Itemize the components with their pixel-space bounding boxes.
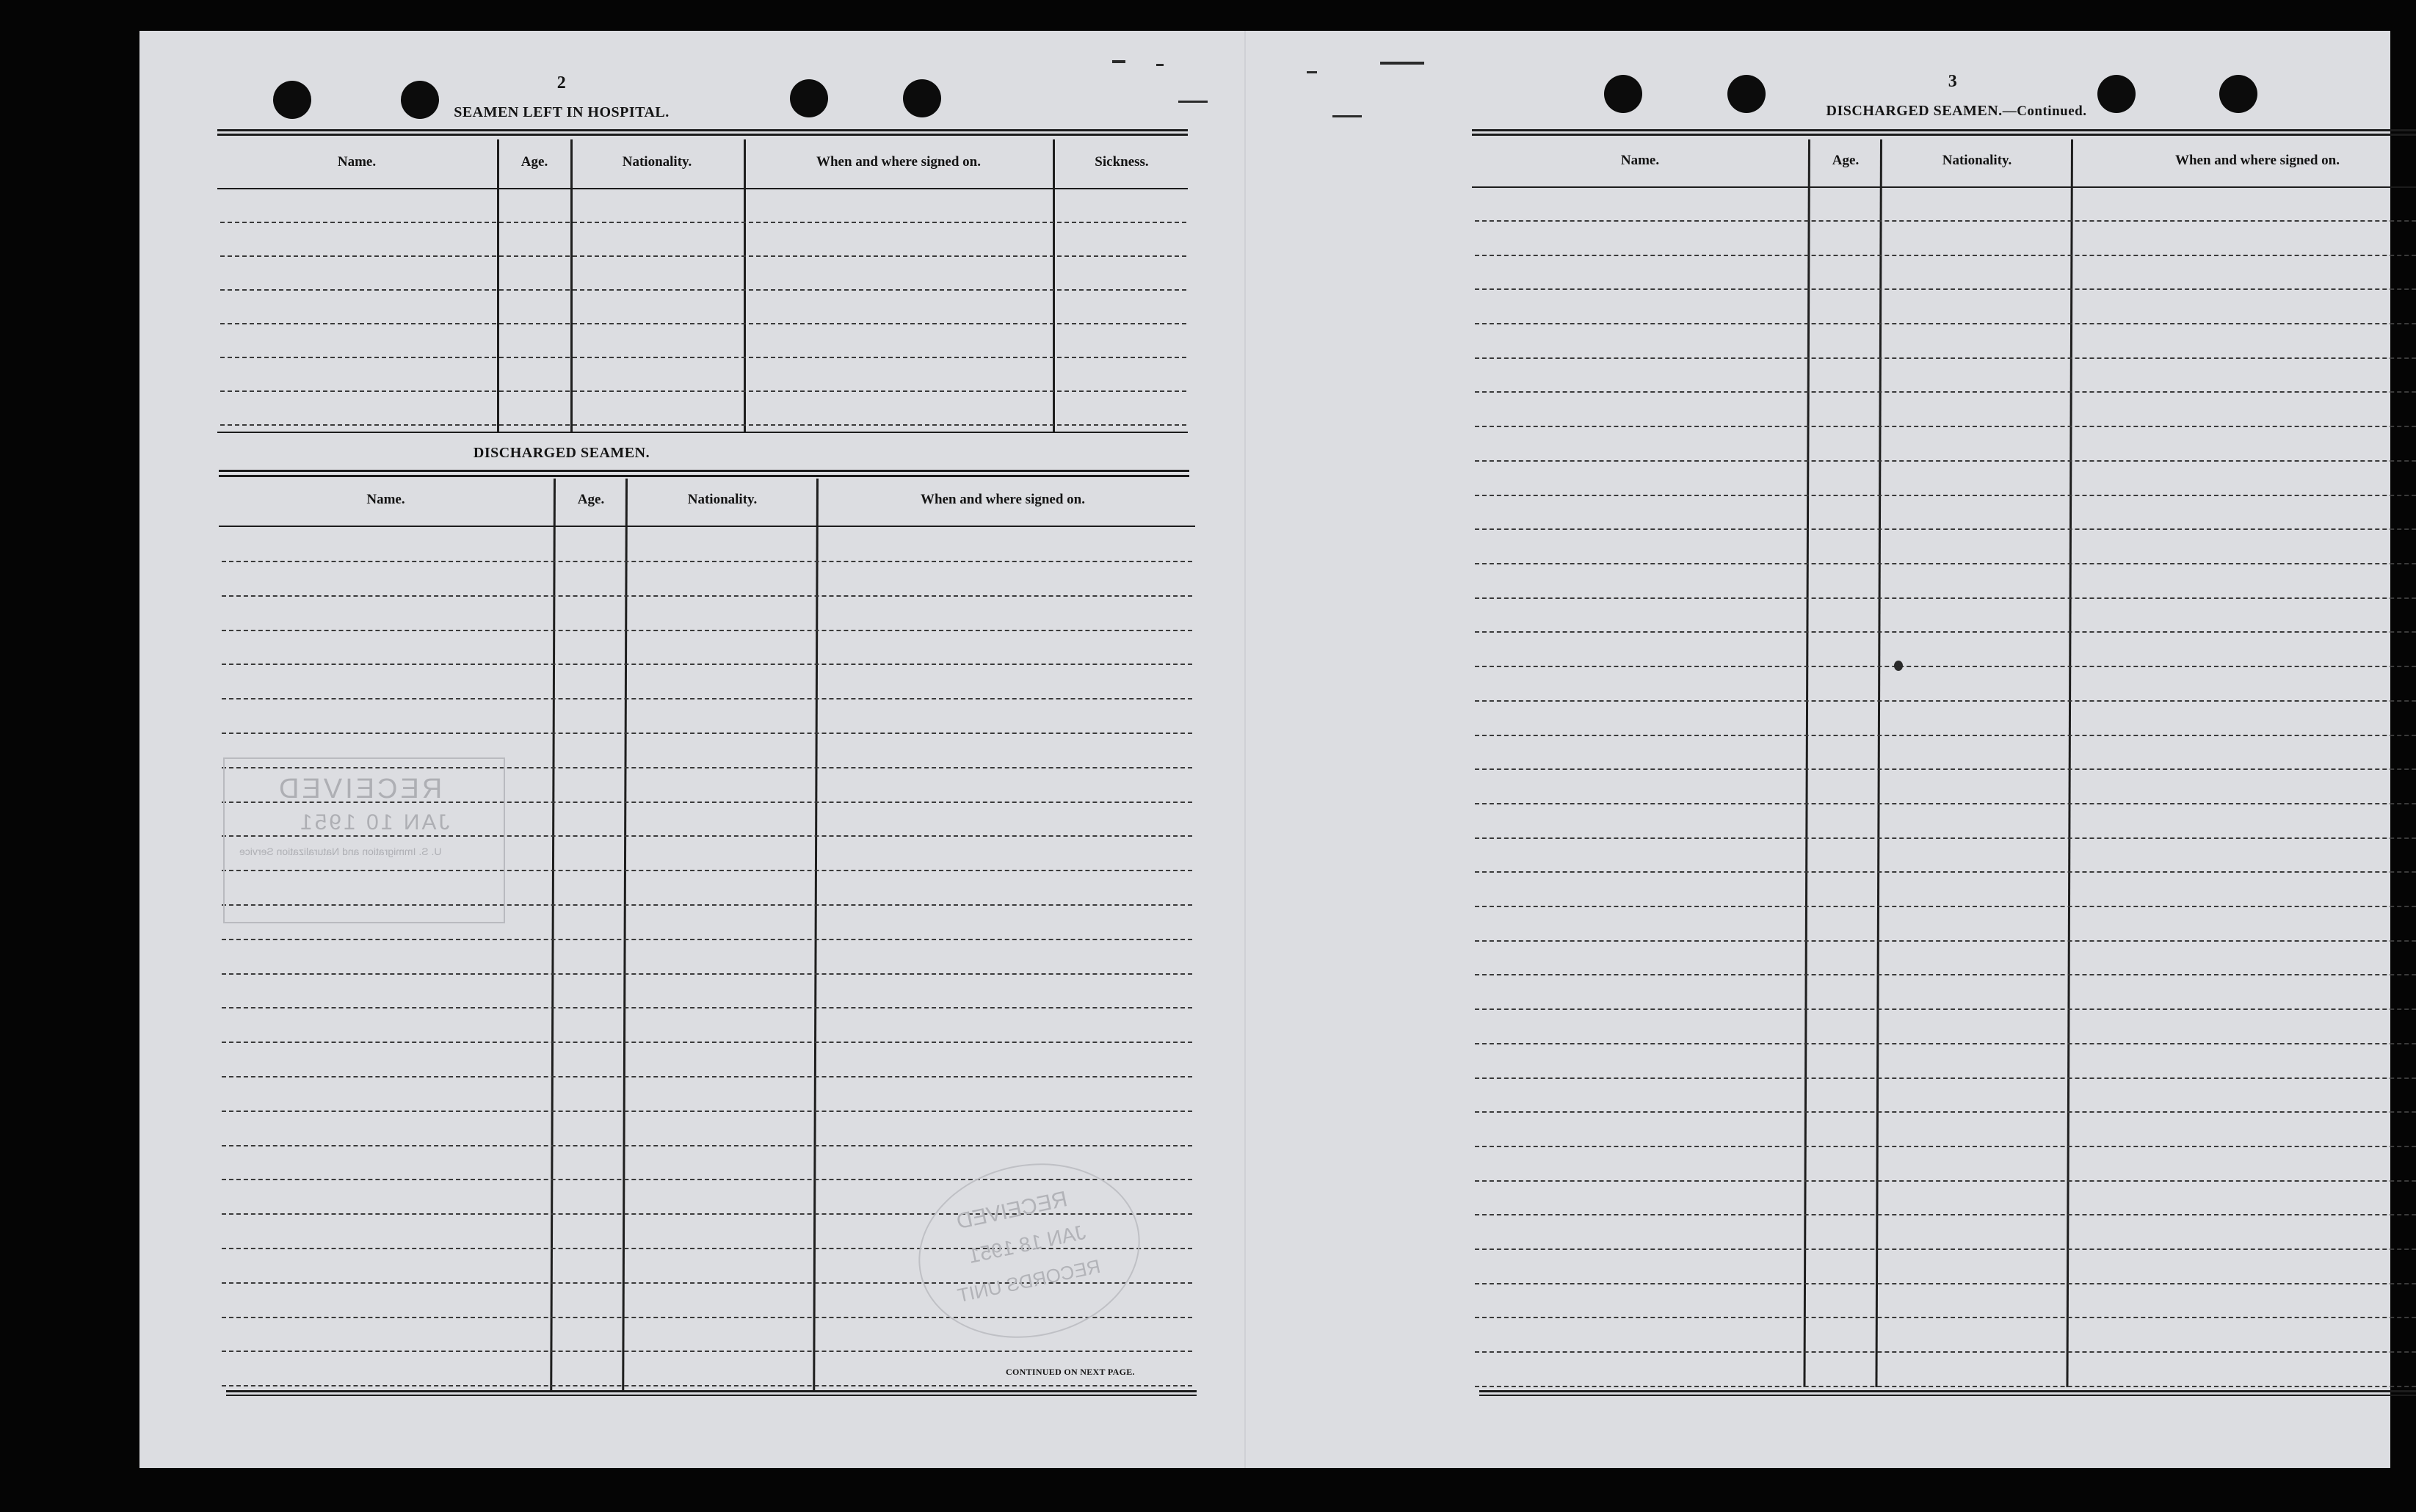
table-top-rule: [217, 129, 1188, 131]
ruled-line: [222, 1111, 1192, 1112]
table-bottom-rule: [217, 432, 1188, 433]
left-page: [139, 31, 1244, 1468]
ruled-line: [220, 357, 1186, 358]
discharged-continued-title: [1707, 103, 2206, 120]
stamp-line: U. S. Immigration and Naturalization Service: [239, 846, 442, 857]
ruled-line: [1475, 1351, 2416, 1353]
ruled-line: [1475, 563, 2416, 564]
col-header-name: Name.: [1620, 153, 1660, 168]
ruled-line: [1475, 1008, 2416, 1010]
ruled-line: [1475, 1077, 2416, 1079]
header-rule: [217, 188, 1188, 189]
table-top-rule: [217, 134, 1188, 136]
ruled-line: [1475, 1283, 2416, 1284]
page-number: 2: [556, 73, 567, 92]
column-divider: [1875, 139, 1882, 1387]
col-header-age: Age.: [1832, 153, 1860, 168]
table-bottom-rule: [226, 1395, 1197, 1396]
col-header-nationality: Nationality.: [622, 154, 692, 170]
ruled-line: [1475, 735, 2416, 736]
ruled-line: [1475, 426, 2416, 427]
column-divider: [550, 479, 556, 1390]
ruled-line: [220, 289, 1186, 291]
right-page: [1244, 31, 2390, 1468]
col-header-sickness: Sickness.: [1095, 154, 1149, 170]
ruled-line: [1475, 1317, 2416, 1318]
ruled-line: [1475, 288, 2416, 290]
ruled-line: [1475, 666, 2416, 667]
ruled-line: [1475, 391, 2416, 393]
ruled-line: [1475, 940, 2416, 942]
table-top-rule: [219, 475, 1189, 477]
ruled-line: [1475, 871, 2416, 873]
document-sheet: [139, 31, 2390, 1468]
ruled-line: [1475, 974, 2416, 975]
ruled-line: [1475, 700, 2416, 702]
ruled-line: [1475, 803, 2416, 804]
column-divider: [1803, 139, 1810, 1387]
title-continued: —Continued.: [2002, 103, 2087, 119]
stamp-line: JAN 18 1951: [966, 1220, 1088, 1268]
ruled-line: [222, 733, 1192, 734]
column-divider: [1053, 139, 1055, 432]
table-bottom-rule: [226, 1390, 1197, 1392]
col-header-nationality: Nationality.: [1942, 153, 2012, 168]
ruled-line: [1475, 1386, 2416, 1387]
col-header-age: Age.: [520, 154, 548, 170]
ruled-line: [1475, 906, 2416, 907]
ruled-line: [1475, 1146, 2416, 1147]
ruled-line: [220, 222, 1186, 223]
col-header-signed-on: When and where signed on.: [2174, 153, 2340, 168]
ruled-line: [1475, 1249, 2416, 1250]
ruled-line: [1475, 631, 2416, 633]
header-rule: [219, 526, 1195, 527]
table-top-rule: [219, 470, 1189, 472]
stamp-line: RECEIVED: [954, 1187, 1070, 1235]
ruled-line: [220, 424, 1186, 426]
ruled-line: [222, 1145, 1192, 1146]
ruled-line: [1475, 768, 2416, 770]
ruled-line: [222, 1042, 1192, 1043]
ruled-line: [222, 1076, 1192, 1077]
column-divider: [497, 139, 499, 432]
table-bottom-rule: [1479, 1390, 2416, 1392]
ruled-line: [1475, 837, 2416, 839]
ruled-line: [222, 973, 1192, 975]
col-header-name: Name.: [366, 492, 405, 507]
ruled-line: [1475, 323, 2416, 324]
ruled-line: [1475, 1111, 2416, 1113]
ruled-line: [1475, 1180, 2416, 1182]
ruled-line: [222, 1385, 1192, 1386]
ruled-line: [1475, 357, 2416, 359]
table-top-rule: [1472, 134, 2416, 136]
ruled-line: [220, 323, 1186, 324]
column-divider: [2066, 139, 2073, 1387]
ink-speck: [1894, 661, 1903, 671]
ruled-line: [1475, 255, 2416, 256]
received-stamp: [223, 757, 505, 923]
column-divider: [622, 479, 628, 1390]
ruled-line: [1475, 220, 2416, 222]
records-stamp: [902, 1144, 1156, 1358]
col-header-name: Name.: [337, 154, 377, 170]
table-bottom-rule: [1479, 1395, 2416, 1396]
col-header-age: Age.: [577, 492, 605, 507]
col-header-signed-on: When and where signed on.: [920, 492, 1085, 507]
column-divider: [744, 139, 746, 432]
hospital-section-title: SEAMEN LEFT IN HOSPITAL.: [454, 104, 670, 120]
ruled-line: [222, 939, 1192, 940]
ruled-line: [220, 255, 1186, 257]
ruled-line: [222, 1351, 1192, 1352]
table-top-rule: [1472, 129, 2416, 131]
column-divider: [813, 479, 819, 1390]
stamp-line: JAN 10 1951: [298, 810, 450, 835]
ruled-line: [222, 664, 1192, 665]
title-main: DISCHARGED SEAMEN.: [1826, 103, 2003, 119]
ruled-line: [1475, 597, 2416, 599]
column-divider: [570, 139, 573, 432]
ruled-line: [222, 630, 1192, 631]
ruled-line: [1475, 528, 2416, 530]
header-rule: [1472, 186, 2416, 188]
stamp-line: RECORDS UNIT: [955, 1254, 1103, 1307]
ruled-line: [1475, 495, 2416, 496]
continued-note: CONTINUED ON NEXT PAGE.: [1006, 1367, 1135, 1377]
ruled-line: [220, 390, 1186, 392]
col-header-signed-on: When and where signed on.: [816, 154, 981, 170]
ruled-line: [1475, 1214, 2416, 1215]
stamp-line: RECEIVED: [276, 774, 443, 804]
col-header-nationality: Nationality.: [687, 492, 758, 507]
discharged-section-title: DISCHARGED SEAMEN.: [473, 445, 650, 461]
ruled-line: [222, 698, 1192, 699]
ruled-line: [222, 1007, 1192, 1008]
ruled-line: [222, 561, 1192, 562]
page-number: 3: [1948, 72, 1958, 91]
ruled-line: [1475, 1043, 2416, 1044]
ruled-line: [222, 595, 1192, 597]
ruled-line: [1475, 460, 2416, 462]
